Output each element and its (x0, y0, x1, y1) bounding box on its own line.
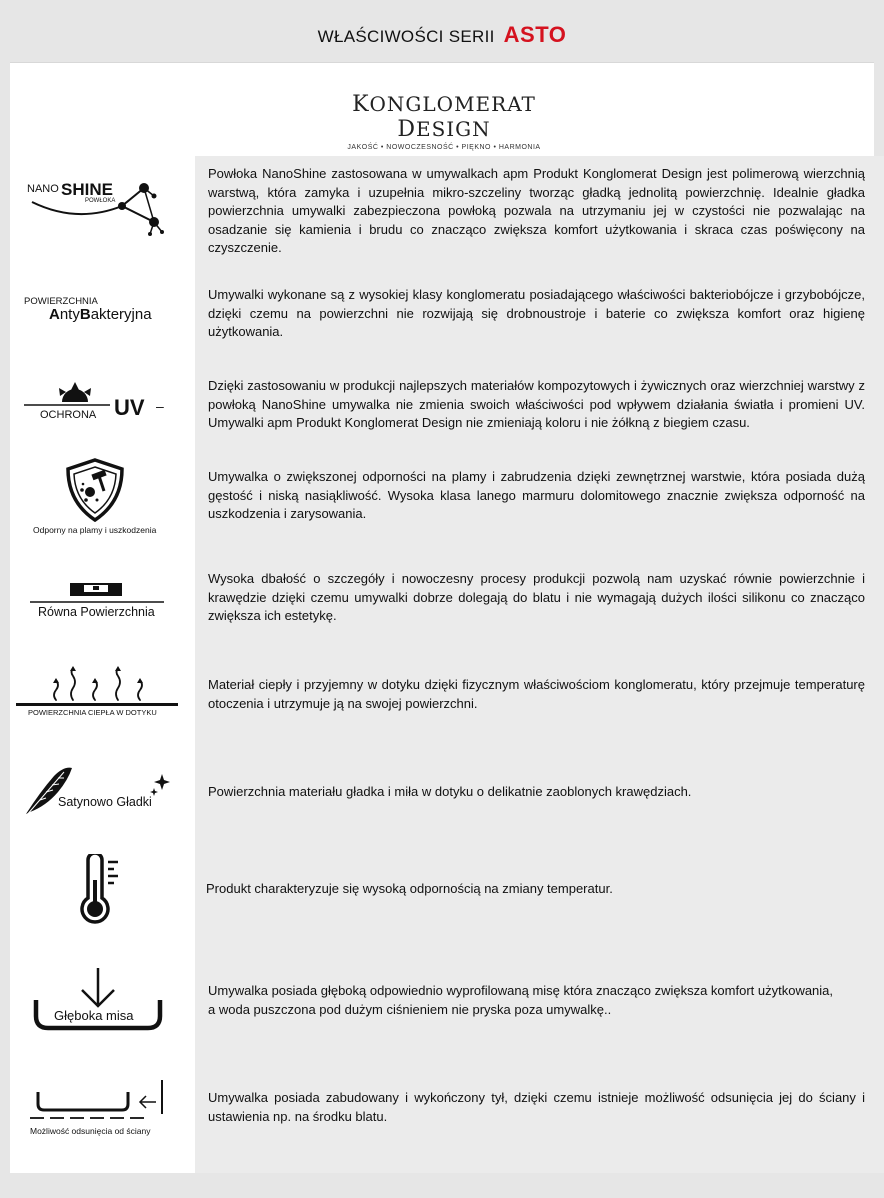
frame-right (874, 62, 884, 162)
frame-left (0, 62, 10, 1198)
warm-surface-label: POWIERZCHNIA CIEPŁA W DOTYKU (28, 708, 157, 717)
heat-waves-icon (16, 662, 180, 708)
title-prefix: WŁAŚCIWOŚCI SERII (317, 27, 495, 46)
page-title (0, 22, 884, 48)
uv-dash: – (156, 398, 164, 414)
feature-text-wall-distance: Umywalka posiada zabudowany i wykończony tył, dzięki czemu istnieje możliwość odsunięcia jej do ściany i ustawienia np. na środku blatu. (208, 1090, 865, 1124)
feature-text-warm-surface: Materiał ciepły i przyjemny w dotyku dzięki fizycznym właściwościom konglomeratu, który przejmuje temperaturę otoczenia i utrzymuje ją na swojej powierzchni. (208, 677, 865, 711)
satin-smooth-label: Satynowo Gładki (58, 795, 152, 809)
feature-text-flat-surface: Wysoka dbałość o szczegóły i nowoczesny procesy produkcji pozwolą nam uzyskać równie powierzchnie i krawędzie dzięki czemu umywalki dobrze dolegają do blatu i nie wymagają dużych ilości silikonu co znacząco zwiększa ich estetykę. (208, 571, 865, 623)
ochrona-label: OCHRONA (40, 409, 97, 421)
spirit-level-icon (30, 580, 164, 606)
feature-text-stain-resistant: Umywalka o zwiększonej odporności na plamy i zabrudzenia dzięki zewnętrznej warstwie, która posiada dużą gęstość i niską nasiąkliwość. Wysoka klasa lanego marmuru dolomitowego znacznie zwiększa odporność na uszkodzenia i zarysowania. (208, 469, 865, 521)
deep-basin-label: Głęboka misa (54, 1008, 134, 1023)
shine-label: SHINE (61, 180, 113, 199)
shield-hammer-icon (64, 458, 126, 522)
feather-sparkle-icon (20, 762, 176, 818)
uv-label: UV (114, 395, 145, 420)
antibacterial-icon (22, 296, 172, 328)
flat-surface-label: Równa Powierzchnia (38, 605, 155, 619)
feature-text-deep-basin (208, 982, 865, 1019)
feature-text-antibacterial: Umywalki wykonane są z wysokiej klasy konglomeratu posiadającego właściwości bakteriobójcze i grzybobójcze, dzięki czemu na powierzchni nie rozwijają się drobnoustroje i baterie co zwiększa komfort oraz higienę użytkowania. (208, 287, 865, 339)
deep-basin-text-line2: a woda puszczona pod dużym ciśnieniem nie pryska poza umywalkę.. (208, 1001, 612, 1017)
powloka-label: POWŁOKA (85, 198, 116, 204)
brand-name: KONGLOMERAT DESIGN (352, 92, 536, 142)
header-bar (0, 0, 884, 63)
feature-text-satin-smooth: Powierzchnia materiału gładka i miła w dotyku o delikatnie zaoblonych krawędziach. (208, 784, 692, 799)
stain-resistant-label: Odporny na plamy i uszkodzenia (33, 525, 157, 535)
antibacterial-main-label: AntyBakteryjna (49, 306, 152, 323)
brand-tagline: JAKOŚĆ • NOWOCZESNOŚĆ • PIĘKNO • HARMONIA (347, 144, 541, 151)
frame-bottom (0, 1173, 884, 1198)
thermometer-icon (74, 854, 124, 926)
deep-basin-text-line1: Umywalka posiada głęboką odpowiednio wyprofilowaną misę która znacząco zwiększa komfort użytkowania, (208, 983, 834, 998)
wall-distance-icon (26, 1078, 168, 1122)
antibacterial-top-label: POWIERZCHNIA (24, 296, 98, 307)
series-name: ASTO (503, 22, 567, 47)
feature-text-nanoshine: Powłoka NanoShine zastosowana w umywalkach apm Produkt Konglomerat Design jest polimerową wierzchnią warstwą, która zamyka i uzupełnia mikro-szczeliny tworząc gładką jednolitą powierzchnię. Idealnie gładka powierzchnia umywalki zabezpieczona powłoką pozwala na utrzymaniu jej w czystości nie pozwalając na osadzanie się kamienia i brudu co znacząco zwiększa komfort użytkowania i skraca czas poświęcony na czyszczenie. (208, 166, 865, 255)
wall-distance-label: Możliwość odsunięcia od ściany (30, 1126, 151, 1136)
nano-label: NANO (27, 183, 59, 195)
feature-text-uv: Dzięki zastosowaniu w produkcji najlepszych materiałów kompozytowych i żywicznych oraz wierzchniej warstwy z powłoką NanoShine umywalka nie zmienia swoich właściwości pod wpływem działania światła i promieni UV. Umywalki apm Produkt Konglomerat Design nie zmieniają koloru i nie żółkną z biegiem czasu. (208, 378, 865, 430)
brand-logo (318, 92, 570, 151)
feature-text-temperature: Produkt charakteryzuje się wysoką odpornością na zmiany temperatur. (206, 881, 613, 896)
